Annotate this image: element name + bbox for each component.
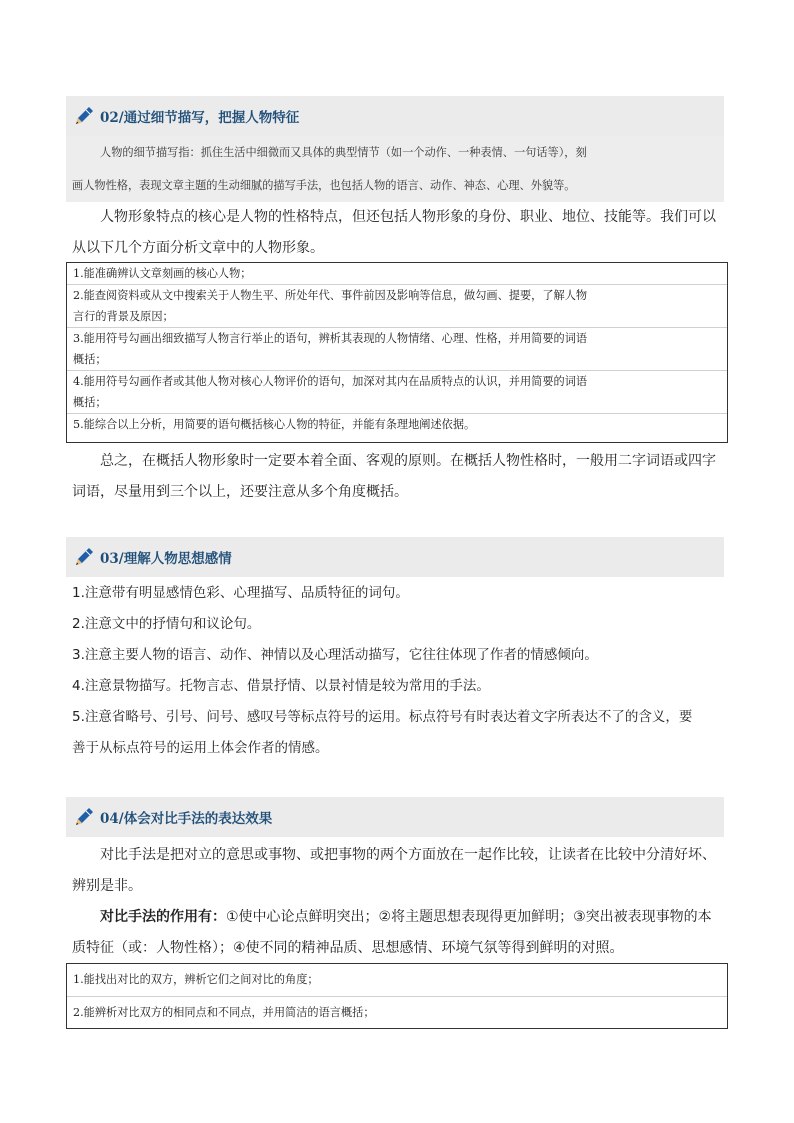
summary-paragraph (72, 446, 724, 508)
character-paragraph (72, 202, 724, 264)
note-line-1: 人物的细节描写指：抓住生活中细微而又具体的典型情节（如一个动作、一种表情、一句话等），刻 (100, 146, 587, 159)
box-item-1: 1.能准确辨认文章刻画的核心人物； (73, 267, 252, 280)
para-line-2: 从以下几个方面分析文章中的人物形象。 (72, 240, 324, 256)
definition-note (66, 136, 724, 202)
emotion-list (72, 578, 724, 764)
list-item: 4.注意景物描写。托物言志、借景抒情、以景衬情是较为常用的手法。 (72, 678, 490, 694)
uses-line-1: ①使中心论点鲜明突出；②将主题思想表现得更加鲜明；③突出被表现事物的本 (226, 909, 712, 925)
list-item-continued: 善于从标点符号的运用上体会作者的情感。 (72, 740, 329, 756)
section-03-title: 03/理解人物思想感情 (100, 551, 232, 567)
pencil-icon (72, 545, 96, 569)
pencil-icon (72, 104, 96, 128)
contrast-line-1: 对比手法是把对立的意思或事物、或把事物的两个方面放在一起作比较，让读者在比较中分清好坏、 (100, 847, 716, 863)
box2-item-2: 2.能辨析对比双方的相同点和不同点，并用简洁的语言概括； (73, 1006, 375, 1019)
section-04-title: 04/体会对比手法的表达效果 (100, 811, 273, 827)
skills-box-04 (66, 963, 728, 1029)
contrast-paragraph (72, 840, 724, 902)
box2-item-1: 1.能找出对比的双方，辨析它们之间对比的角度； (73, 973, 319, 986)
section-02-header (66, 96, 724, 136)
box-item-4b: 概括； (73, 396, 107, 409)
note-line-2: 画人物性格，表现文章主题的生动细腻的描写手法，也包括人物的语言、动作、神态、心理、外貌等。 (72, 179, 576, 192)
box-item-4a: 4.能用符号勾画作者或其他人物对核心人物评价的语句，加深对其内在品质特点的认识，并用简要的词语 (73, 375, 588, 388)
box-item-3b: 概括； (73, 353, 107, 366)
box-item-2b: 言行的背景及原因； (73, 310, 174, 323)
skills-box-02 (66, 262, 728, 443)
list-item: 5.注意省略号、引号、问号、感叹号等标点符号的运用。标点符号有时表达着文字所表达不了的含义，要 (72, 709, 693, 725)
uses-line-2: 质特征（或：人物性格）；④使不同的精神品质、思想感情、环境气氛等得到鲜明的对照。 (72, 940, 624, 956)
contrast-line-2: 辨别是非。 (72, 878, 142, 894)
summary-line-1: 总之，在概括人物形象时一定要本着全面、客观的原则。在概括人物性格时，一般用二字词语或四字 (100, 453, 716, 469)
box-item-2a: 2.能查阅资料或从文中搜索关于人物生平、所处年代、事件前因及影响等信息，做勾画、提要，了解人物 (73, 289, 588, 302)
list-item: 2.注意文中的抒情句和议论句。 (72, 616, 261, 632)
para-line-1: 人物形象特点的核心是人物的性格特点，但还包括人物形象的身份、职业、地位、技能等。我们可以 (100, 209, 716, 225)
summary-line-2: 词语，尽量用到三个以上，还要注意从多个角度概括。 (72, 484, 408, 500)
section-03-header (66, 537, 724, 577)
box-item-3a: 3.能用符号勾画出细致描写人物言行举止的语句，辨析其表现的人物情绪、心理、性格，并用简要的词语 (73, 332, 588, 345)
box-item-5: 5.能综合以上分析，用简要的语句概括核心人物的特征，并能有条理地阐述依据。 (73, 418, 476, 431)
section-02-title: 02/通过细节描写，把握人物特征 (100, 110, 300, 126)
list-item: 1.注意带有明显感情色彩、心理描写、品质特征的词句。 (72, 585, 409, 601)
pencil-icon (72, 805, 96, 829)
list-item: 3.注意主要人物的语言、动作、神情以及心理活动描写，它往往体现了作者的情感倾向。 (72, 647, 598, 663)
uses-label: 对比手法的作用有： (100, 909, 226, 925)
section-04-header (66, 797, 724, 837)
contrast-uses-paragraph (72, 902, 724, 964)
